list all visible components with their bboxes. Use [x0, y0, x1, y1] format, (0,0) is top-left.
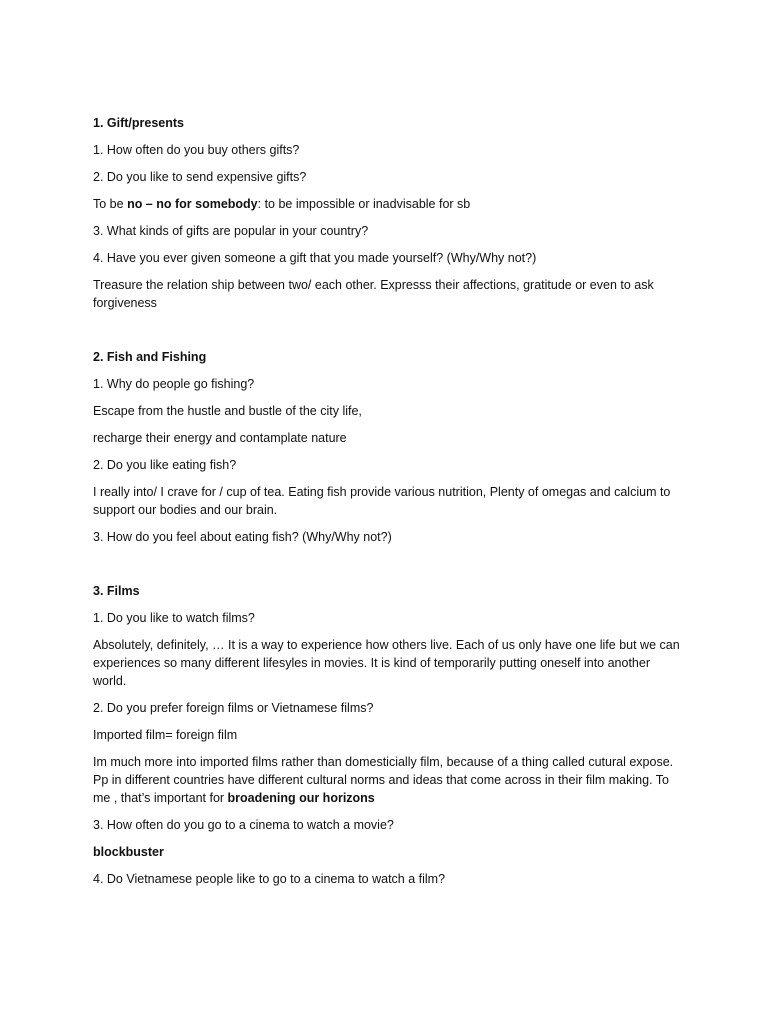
- question: 3. What kinds of gifts are popular in your country?: [93, 224, 369, 238]
- vocab-term: no – no for somebody: [127, 197, 258, 211]
- question: 1. How often do you buy others gifts?: [93, 143, 300, 157]
- section-spacer: [93, 555, 683, 582]
- document-page: [93, 114, 683, 897]
- answer: I really into/ I crave for / cup of tea. Eating fish provide various nutrition, Plenty of omegas and calcium to support our bodies and our brain.: [93, 485, 671, 517]
- section-spacer: [93, 321, 683, 348]
- question: 2. Do you prefer foreign films or Vietnamese films?: [93, 701, 374, 715]
- question: 2. Do you like to send expensive gifts?: [93, 170, 307, 184]
- answer: Treasure the relation ship between two/ each other. Expresss their affections, gratitude or even to ask forgiveness: [93, 278, 654, 310]
- question: 1. Why do people go fishing?: [93, 377, 255, 391]
- question: 3. How do you feel about eating fish? (Why/Why not?): [93, 530, 392, 544]
- answer: Escape from the hustle and bustle of the city life,: [93, 404, 362, 418]
- question: 4. Have you ever given someone a gift that you made yourself? (Why/Why not?): [93, 251, 537, 265]
- question: 4. Do Vietnamese people like to go to a cinema to watch a film?: [93, 872, 446, 886]
- section-heading-gifts: 1. Gift/presents: [93, 116, 184, 130]
- question: 1. Do you like to watch films?: [93, 611, 255, 625]
- vocab-note: [93, 195, 683, 213]
- key-phrase: broadening our horizons: [227, 791, 375, 805]
- section-heading-films: 3. Films: [93, 584, 140, 598]
- answer: recharge their energy and contamplate nature: [93, 431, 347, 445]
- vocab-term: blockbuster: [93, 845, 164, 859]
- answer-text: Im much more into imported films rather than domesticially film, because of a thing called cutural expose. Pp in different countries have different cultural norms and ideas that come across in their film making. To me , that’s important for: [93, 755, 674, 805]
- vocab-note-prefix: To be: [93, 197, 128, 211]
- question: 3. How often do you go to a cinema to watch a movie?: [93, 818, 394, 832]
- answer: Absolutely, definitely, … It is a way to experience how others live. Each of us only have one life but we can experiences so many different lifesyles in movies. It is kind of temporarily putting oneself into another world.: [93, 638, 680, 688]
- vocab-note-definition: : to be impossible or inadvisable for sb: [257, 197, 471, 211]
- question: 2. Do you like eating fish?: [93, 458, 237, 472]
- section-heading-fishing: 2. Fish and Fishing: [93, 350, 207, 364]
- answer: Imported film= foreign film: [93, 728, 238, 742]
- answer: [93, 753, 683, 807]
